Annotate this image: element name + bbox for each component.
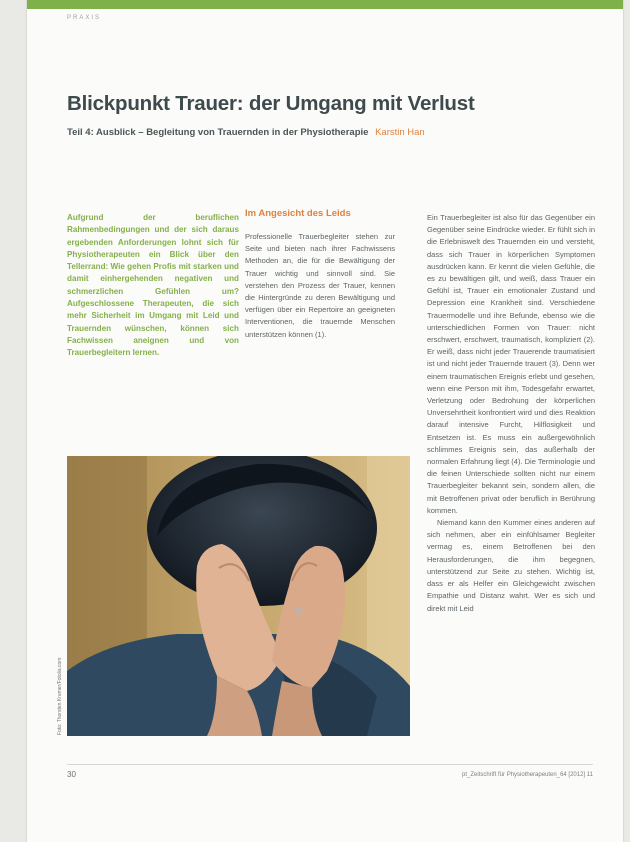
page-number: 30 [67,770,76,779]
section-heading: Im Angesicht des Leids [245,208,351,219]
article-photo [67,456,410,736]
column-3-paragraph-2: Niemand kann den Kummer eines anderen auf sich nehmen, aber ein einfühlsamer Begleiter vermag es, einem Betroffenen bei den Herausforderungen, die ihm begegnen, unterstützend zur Seite zu stehen. Wichtig ist, dass er als Helfer ein Gleichgewicht zwischen Empathie und Distanz wahrt. Wer es sich und direkt mit Leid [427,518,595,613]
author-name: Karstin Han [375,127,425,138]
footer-divider [67,764,593,765]
magazine-page [27,0,623,842]
journal-reference: pt_Zeitschrift für Physiotherapeuten_64 [2012] 11 [462,772,593,778]
section-color-bar [27,0,623,9]
article-title: Blickpunkt Trauer: der Umgang mit Verlust [67,92,475,115]
column-2-text: Professionelle Trauerbegleiter stehen zur Seite und bieten nach ihrer Fachwissens Methoden an, die für die Bewältigung der Trauer wichtig und sinnvoll sind. Sie verstehen den Prozess der Trauer, kennen die Hintergründe zu deren Bewältigung und verfügen über ein Repertoire an geeigneten Interventionen, die trauernde Menschen unterstützen können (1). [245,232,395,339]
subtitle-text: Teil 4: Ausblick – Begleitung von Trauernden in der Physiotherapie [67,127,369,138]
column-3-paragraph-1: Ein Trauerbegleiter ist also für das Gegenüber ein Gegenüber seine Eindrücke wieder. Er fühlt sich in die Erlebniswelt des Trauernden ein und versteht, dass sich Trauer in körperlichen Symptomen ausdrücken kann. Er kennt die vielen Gefühle, die es zu bewältigen gilt, und weiß, dass Trauer ein Gefühl ist, Trauer ein emotionaler Zustand und Depression eine Krankheit sind. Verschiedene Trauermodelle und ihre Befunde, ebenso wie die unterschiedlichen Formen von Trauer: nicht erschwert, erschwert, traumatisch, kompliziert (2). Er weiß, dass nicht jeder Trauerende traumatisiert ist und nicht jeder Trauernde trauert (3). Denn wer einem traumatischen Ereignis erlebt und gesehen, wenn eine Person mit ihm, Todesgefahr erwartet, Verletzung oder Bedrohung der körperlichen Unversehrtheit konfrontiert wird und dies Reaktion darauf intensive Furcht, Hilflosigkeit und Entsetzen ist. Es muss ein außergewöhnlich schlimmes Ereignis sein, das außerhalb der normalen Erfahrung liegt (4). Die Terminologie und die feinen Unterschiede sollten nicht nur einem Trauerbegleiter bekannt sein, sondern allen, die mit Betroffenen privat oder beruflich in Berührung kommen. [427,213,596,515]
article-subtitle [67,127,607,138]
column-3 [427,212,595,615]
photo-credit: Foto: Thorsten Kramer/Fotolia.com [57,657,63,735]
column-2 [245,208,395,341]
intro-paragraph: Aufgrund der beruflichen Rahmenbedingungen und der sich daraus ergebenden Anforderungen lohnt sich für Physiotherapeuten ein Blick über den Tellerrand: Wie gehen Profis mit starken und damit einhergehenden negativen und schmerzlichen Gefühlen um? Aufgeschlossene Therapeuten, die sich mehr Sicherheit im Umgang mit Leid und Trauernden wünschen, können sich Fachwissen aneignen und von Trauerbegleitern lernen. [67,213,239,358]
section-label: PRAXIS [67,15,102,21]
